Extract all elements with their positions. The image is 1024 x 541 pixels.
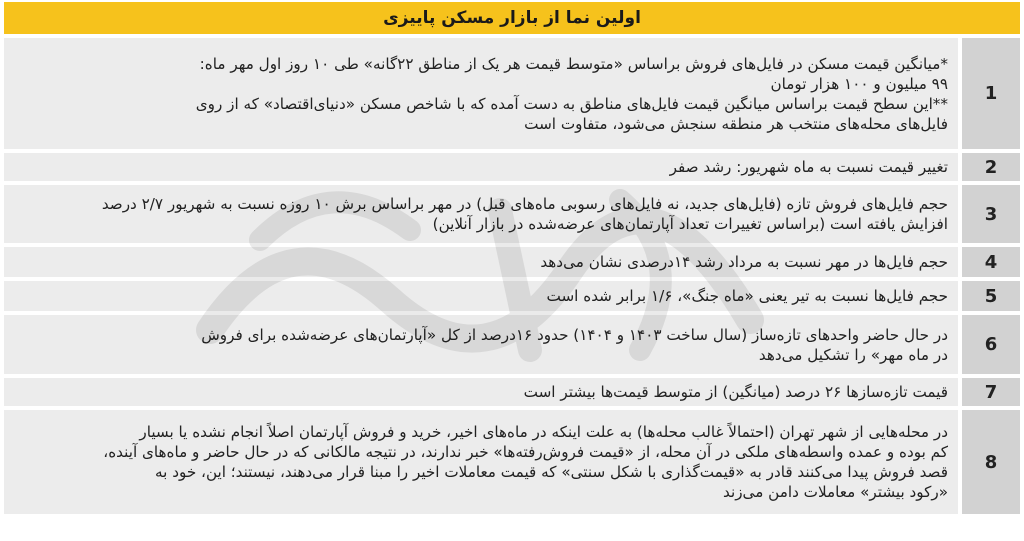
row-text (4, 38, 958, 149)
table-row (4, 247, 1020, 277)
row-number: 8 (962, 410, 1020, 514)
row-text (4, 247, 958, 277)
table-row (4, 281, 1020, 311)
row-text-line: قیمت تازه‌سازها ۲۶ درصد (میانگین) از متوسط قیمت‌ها بیشتر است (523, 383, 948, 401)
row-text-line: در محله‌هایی از شهر تهران (احتمالاً غالب محله‌ها) به علت اینکه در ماه‌های اخیر، خرید و فروش آپارتمان اصلاً انجام نشده یا بسیار (139, 423, 948, 441)
table-row (4, 185, 1020, 243)
table-row (4, 410, 1020, 514)
row-text-line: در ماه مهر» را تشکیل می‌دهد (758, 345, 948, 364)
row-text (4, 315, 958, 374)
row-text-line: کم بوده و عمده واسطه‌های ملکی در آن محله، از «قیمت فروش‌رفته‌ها» خبر ندارند، در نتیجه مالکانی که در حال حاضر و ماه‌های آینده، (103, 443, 948, 461)
row-text-line: «رکود بیشتر» معاملات دامن می‌زند (723, 483, 948, 501)
table-row (4, 315, 1020, 374)
row-number: 7 (962, 378, 1020, 406)
row-text (4, 185, 958, 243)
row-text-line: تغییر قیمت نسبت به ماه شهریور: رشد صفر (669, 158, 948, 176)
row-number: 3 (962, 185, 1020, 243)
row-text-line: افزایش یافته است (براساس تغییرات تعداد آپارتمان‌های عرضه‌شده در بازار آنلاین) (432, 215, 948, 233)
row-text (4, 410, 958, 514)
row-number: 6 (962, 315, 1020, 374)
row-text-line: قصد فروش پیدا می‌کنند قادر به «قیمت‌گذاری با شکل سنتی» که قیمت معاملات اخیر را مبنا قرار می‌دهند، نیستند؛ این، خود به (155, 463, 948, 481)
row-number: 2 (962, 153, 1020, 181)
row-number: 1 (962, 38, 1020, 149)
page-title: اولین نما از بازار مسکن پاییزی (4, 2, 1020, 34)
row-text-line: *میانگین قیمت مسکن در فایل‌های فروش براساس «متوسط قیمت هر یک از مناطق ۲۲گانه» طی ۱۰ روز اول مهر ماه: (199, 54, 948, 73)
row-text (4, 281, 958, 311)
info-table (4, 38, 1020, 514)
row-number: 5 (962, 281, 1020, 311)
row-text (4, 153, 958, 181)
row-text-line: فایل‌های محله‌های منتخب هر منطقه سنجش می‌شود، متفاوت است (524, 114, 948, 133)
row-text-line: حجم فایل‌ها نسبت به تیر یعنی «ماه جنگ»، ۱/۶ برابر شده است (546, 287, 948, 305)
row-text-line: ۹۹ میلیون و ۱۰۰ هزار تومان (770, 74, 948, 93)
row-text-line: حجم فایل‌ها در مهر نسبت به مرداد رشد ۱۴درصدی نشان می‌دهد (540, 253, 948, 271)
row-number: 4 (962, 247, 1020, 277)
table-row (4, 153, 1020, 181)
table-row (4, 38, 1020, 149)
row-text-line: در حال حاضر واحدهای تازه‌ساز (سال ساخت ۱۴۰۳ و ۱۴۰۴) حدود ۱۶درصد از کل «آپارتمان‌های عرضه‌شده برای فروش (201, 325, 948, 344)
row-text-line: حجم فایل‌های فروش تازه (فایل‌های جدید، نه فایل‌های رسوبی ماه‌های قبل) در مهر براساس برش ۱۰ روزه نسبت به شهریور ۲/۷ درصد (101, 195, 948, 213)
row-text-line: **این سطح قیمت براساس میانگین قیمت فایل‌های مناطق به دست آمده که با شاخص مسکن «دنیای‌اقتصاد» که از روی (195, 94, 948, 113)
row-text (4, 378, 958, 406)
table-row (4, 378, 1020, 406)
